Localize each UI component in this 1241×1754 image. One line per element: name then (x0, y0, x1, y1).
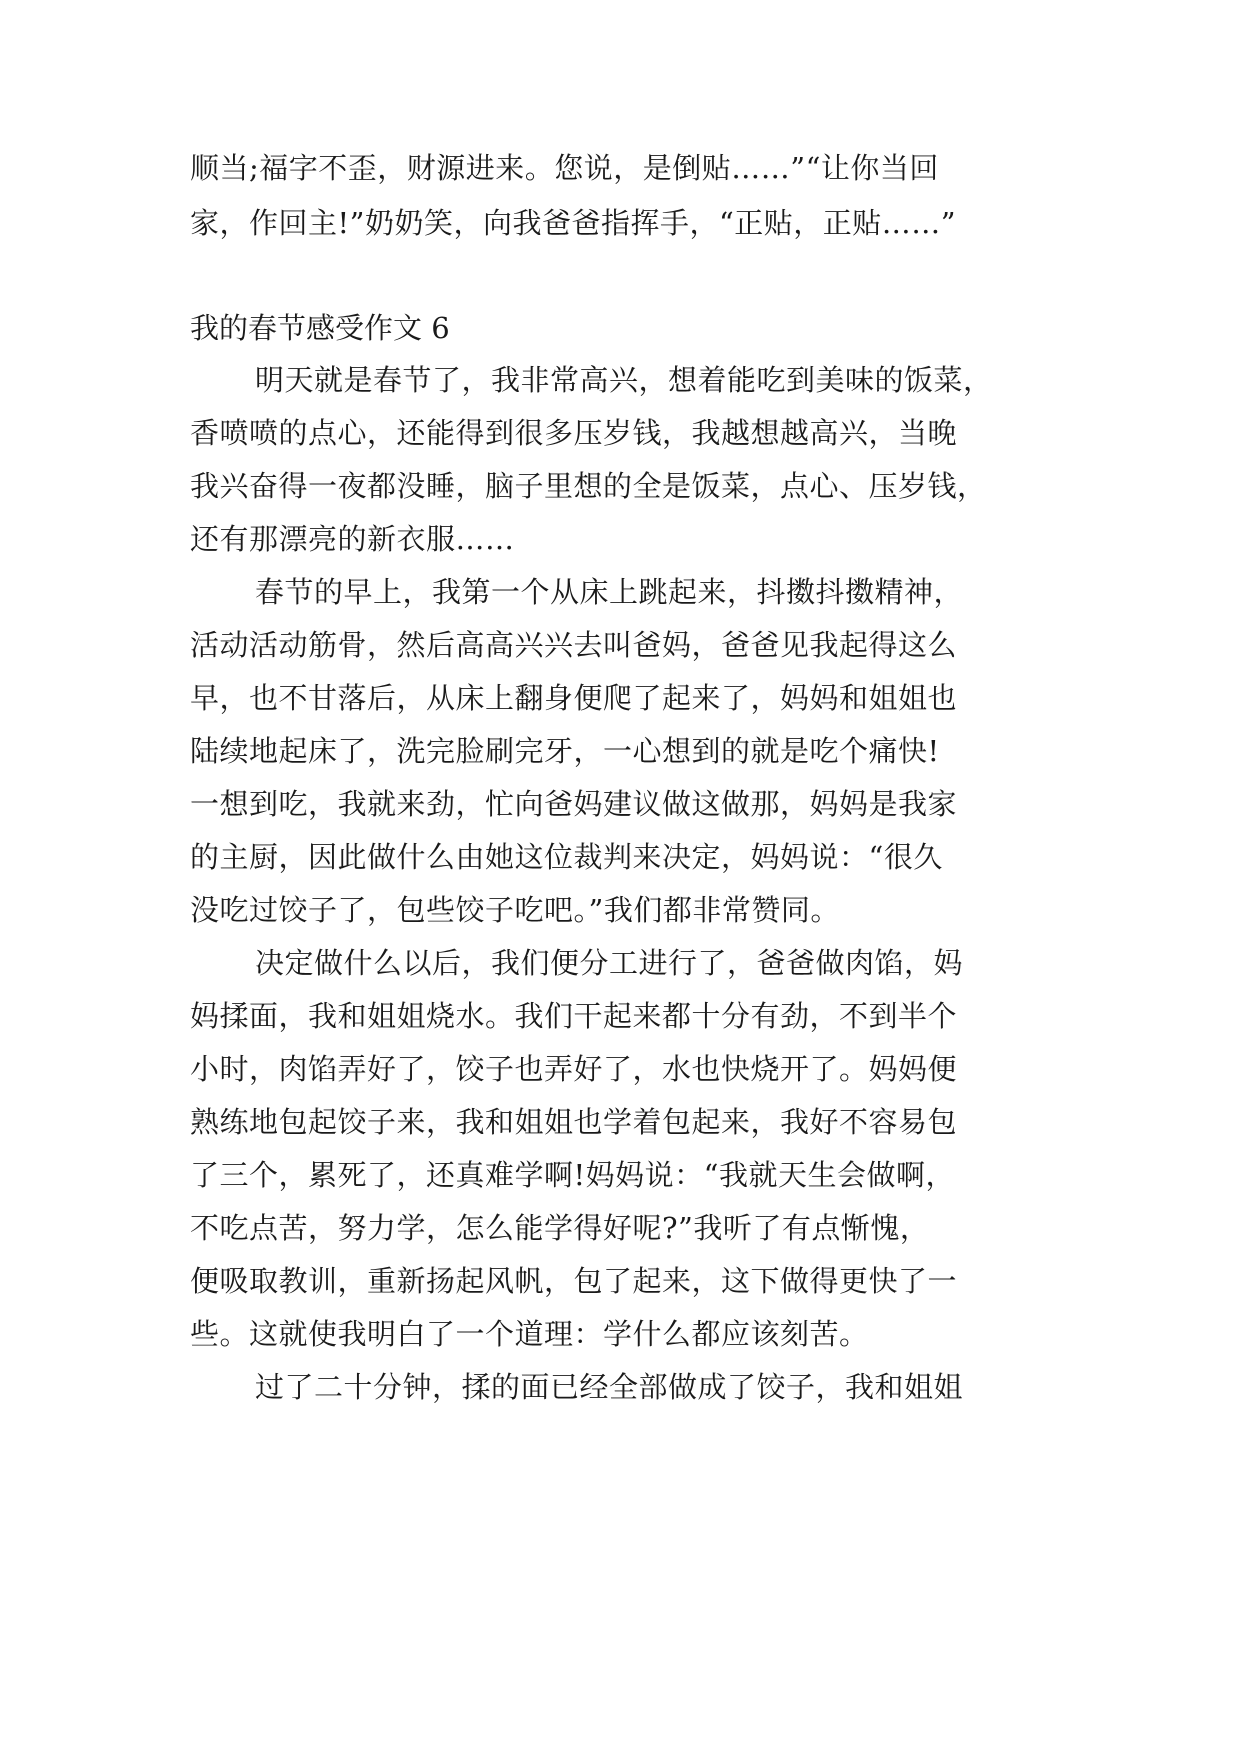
text-line: 明天就是春节了，我非常高兴，想着能吃到美味的饭菜， (255, 363, 993, 397)
text-line: 还有那漂亮的新衣服…… (190, 522, 515, 556)
text-line: 决定做什么以后，我们便分工进行了，爸爸做肉馅，妈 (255, 946, 964, 980)
text-line: 我兴奋得一夜都没睡，脑子里想的全是饭菜，点心、压岁钱， (190, 469, 987, 503)
text-line: 过了二十分钟，揉的面已经全部做成了饺子，我和姐姐 (255, 1370, 964, 1404)
text-line: 一想到吃，我就来劲，忙向爸妈建议做这做那，妈妈是我家 (190, 787, 958, 821)
text-line: 早，也不甘落后，从床上翻身便爬了起来了，妈妈和姐姐也 (190, 681, 958, 715)
text-line: 活动活动筋骨，然后高高兴兴去叫爸妈，爸爸见我起得这么 (190, 628, 958, 662)
text-line: 没吃过饺子了，包些饺子吃吧。”我们都非常赞同。 (190, 893, 840, 927)
text-line: 妈揉面，我和姐姐烧水。我们干起来都十分有劲，不到半个 (190, 999, 958, 1033)
text-line: 熟练地包起饺子来，我和姐姐也学着包起来，我好不容易包 (190, 1105, 958, 1139)
text-line: 不吃点苦，努力学，怎么能学得好呢?”我听了有点惭愧， (190, 1211, 930, 1245)
text-line: 家，作回主!”奶奶笑，向我爸爸指挥手，“正贴，正贴……” (190, 206, 957, 240)
section-title: 我的春节感受作文 6 (190, 311, 450, 345)
text-line: 了三个，累死了，还真难学啊!妈妈说：“我就天生会做啊， (190, 1158, 955, 1192)
text-line: 些。这就使我明白了一个道理：学什么都应该刻苦。 (190, 1317, 869, 1351)
text-line: 顺当;福字不歪，财源进来。您说，是倒贴……”“让你当回 (190, 151, 939, 185)
text-line: 香喷喷的点心，还能得到很多压岁钱，我越想越高兴，当晚 (190, 416, 958, 450)
text-line: 的主厨，因此做什么由她这位裁判来决定，妈妈说：“很久 (190, 840, 943, 874)
text-line: 便吸取教训，重新扬起风帆，包了起来，这下做得更快了一 (190, 1264, 958, 1298)
text-line: 陆续地起床了，洗完脸刷完牙，一心想到的就是吃个痛快! (190, 734, 940, 768)
text-line: 春节的早上，我第一个从床上跳起来，抖擞抖擞精神， (255, 575, 964, 609)
text-line: 小时，肉馅弄好了，饺子也弄好了，水也快烧开了。妈妈便 (190, 1052, 958, 1086)
